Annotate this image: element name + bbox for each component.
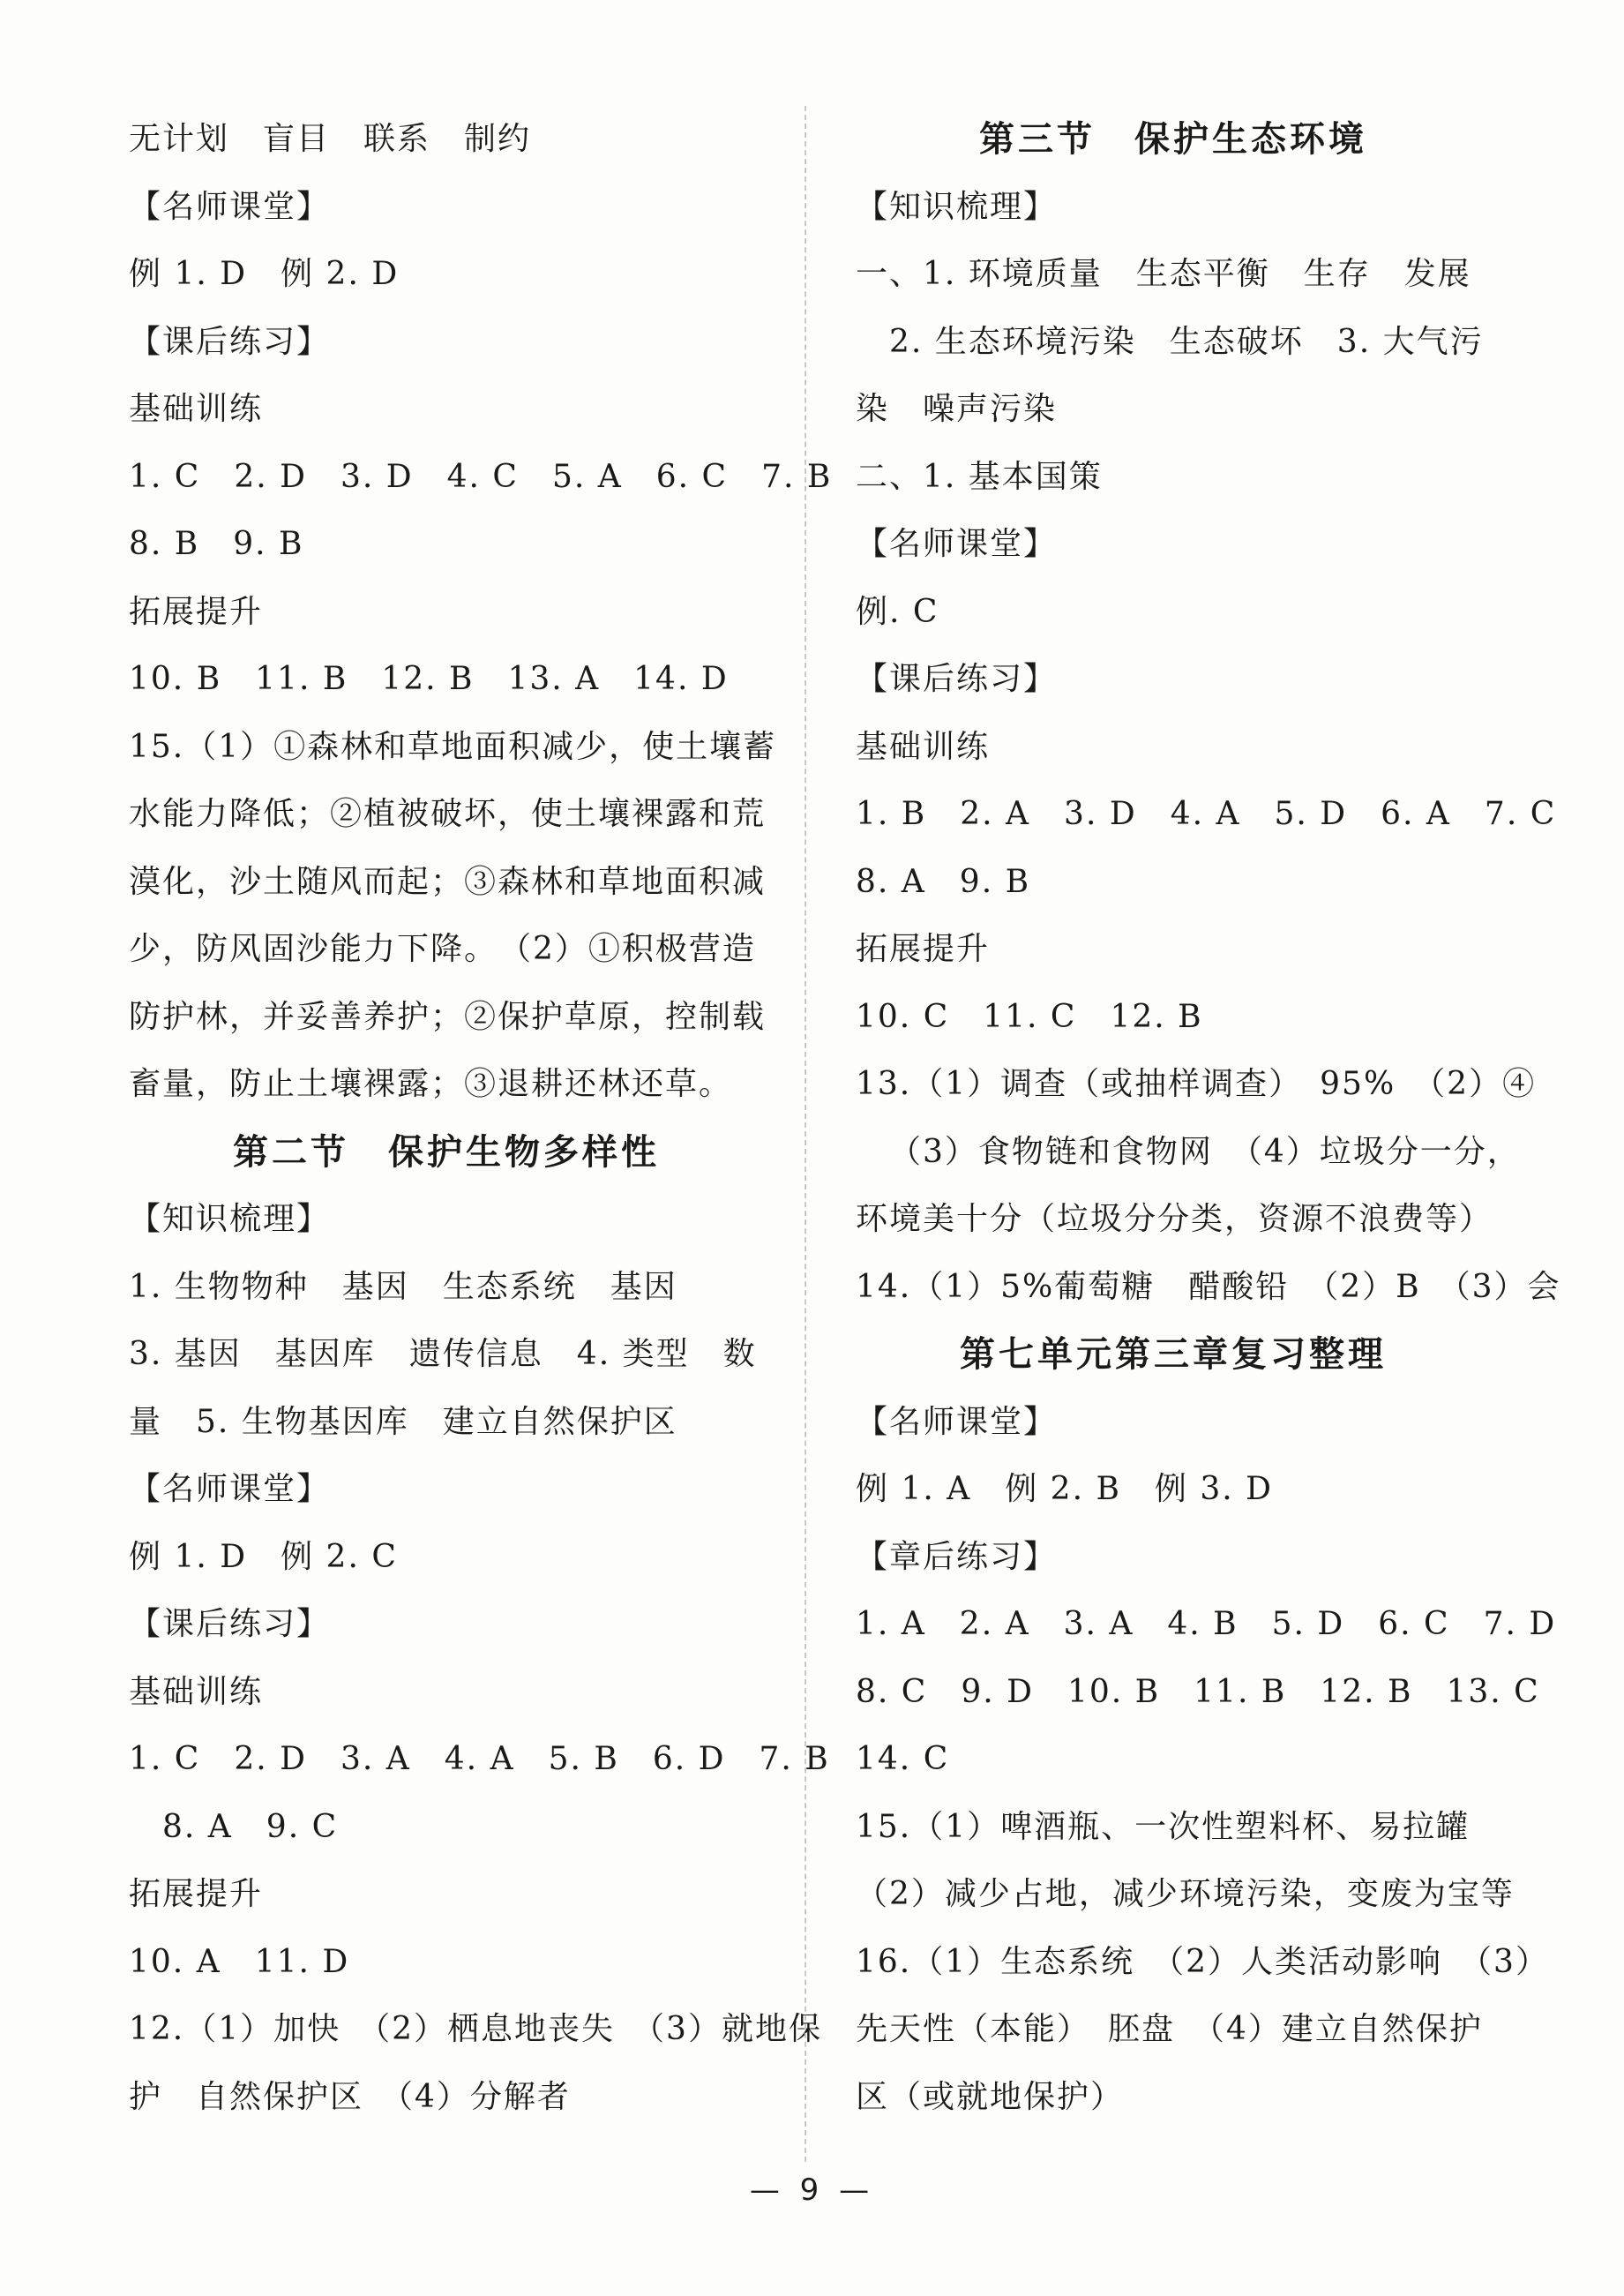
- answer-line: 8. A 9. C: [162, 1808, 339, 1845]
- section-label: 【名师课堂】: [856, 1403, 1058, 1440]
- answer-line: 染 噪声污染: [856, 391, 1058, 427]
- subsection-title: 拓展提升: [856, 931, 991, 967]
- subsection-title: 基础训练: [129, 391, 264, 427]
- section-label: 【名师课堂】: [129, 188, 331, 225]
- section-label: 【知识梳理】: [856, 188, 1058, 225]
- section-label: 【名师课堂】: [129, 1471, 331, 1507]
- answer-line: 8. B 9. B: [129, 526, 304, 562]
- answer-line: 1. 生物物种 基因 生态系统 基因: [129, 1268, 677, 1305]
- answer-line: （2）减少占地，减少环境污染，变废为宝等: [856, 1876, 1515, 1912]
- answer-line: 先天性（本能） 胚盘 （4）建立自然保护: [856, 2011, 1483, 2047]
- subsection-title: 基础训练: [129, 1673, 264, 1710]
- answer-line: 12.（1）加快 （2）栖息地丧失 （3）就地保: [129, 2011, 822, 2047]
- left-column: [129, 106, 833, 2131]
- answer-line: 16.（1）生态系统 （2）人类活动影响 （3）: [856, 1943, 1549, 1980]
- section-label: 【章后练习】: [856, 1538, 1058, 1575]
- answer-line: 例 1. D 例 2. D: [129, 256, 400, 292]
- answer-line: （3）食物链和食物网 （4）垃圾分一分，: [889, 1133, 1521, 1170]
- answer-line: 例 1. D 例 2. C: [129, 1538, 398, 1575]
- section-label: 【课后练习】: [856, 661, 1058, 697]
- answer-line: 区（或就地保护）: [856, 2078, 1125, 2115]
- answer-line: 二、1. 基本国策: [856, 458, 1103, 495]
- section-heading: 第二节 保护生物多样性: [233, 1131, 660, 1173]
- section-label: 【名师课堂】: [856, 526, 1058, 562]
- answer-line: 1. C 2. D 3. D 4. C 5. A 6. C 7. B: [129, 458, 833, 495]
- section-heading: 第三节 保护生态环境: [979, 119, 1367, 160]
- answer-line: 防护林，并妥善养护；②保护草原，控制载: [129, 998, 767, 1035]
- answer-line: 1. A 2. A 3. A 4. B 5. D 6. C 7. D: [856, 1606, 1557, 1642]
- answer-line: 8. A 9. B: [856, 863, 1031, 900]
- answer-line: 例. C: [856, 593, 939, 630]
- answer-line: 15.（1）啤酒瓶、一次性塑料杯、易拉罐: [856, 1808, 1471, 1845]
- page-number: — 9 —: [749, 2172, 875, 2208]
- answer-line: 2. 生态环境污染 生态破坏 3. 大气污: [889, 323, 1484, 360]
- answer-line: 14. C: [856, 1741, 950, 1777]
- answer-line: 14.（1）5%葡萄糖 醋酸铅 （2）B （3）会: [856, 1268, 1561, 1305]
- answer-line: 1. B 2. A 3. D 4. A 5. D 6. A 7. C: [856, 796, 1557, 832]
- answer-line: 畜量，防止土壤裸露；③退耕还林还草。: [129, 1066, 733, 1102]
- answer-line: 量 5. 生物基因库 建立自然保护区: [129, 1403, 677, 1440]
- answer-line: 漠化，沙土随风而起；③森林和草地面积减: [129, 863, 767, 900]
- subsection-title: 拓展提升: [129, 593, 264, 630]
- subsection-title: 基础训练: [856, 728, 991, 765]
- right-column: [856, 106, 1561, 2131]
- subsection-title: 拓展提升: [129, 1876, 264, 1912]
- answer-line: 水能力降低；②植被破坏，使土壤裸露和荒: [129, 796, 767, 832]
- answer-line: 13.（1）调查（或抽样调查） 95% （2）④: [856, 1066, 1537, 1102]
- answer-line: 3. 基因 基因库 遗传信息 4. 类型 数: [129, 1336, 757, 1372]
- answer-line: 1. C 2. D 3. A 4. A 5. B 6. D 7. B: [129, 1741, 830, 1777]
- answer-line: 无计划 盲目 联系 制约: [129, 121, 532, 157]
- answer-line: 8. C 9. D 10. B 11. B 12. B 13. C: [856, 1673, 1540, 1710]
- answer-line: 护 自然保护区 （4）分解者: [129, 2078, 571, 2115]
- answer-line: 一、1. 环境质量 生态平衡 生存 发展: [856, 256, 1471, 292]
- answer-line: 10. B 11. B 12. B 13. A 14. D: [129, 661, 729, 697]
- answer-line: 环境美十分（垃圾分分类，资源不浪费等）: [856, 1201, 1493, 1237]
- section-label: 【课后练习】: [129, 1606, 331, 1642]
- section-label: 【知识梳理】: [129, 1201, 331, 1237]
- section-label: 【课后练习】: [129, 323, 331, 360]
- section-heading: 第七单元第三章复习整理: [960, 1334, 1387, 1375]
- answer-line: 15.（1）①森林和草地面积减少，使土壤蓄: [129, 728, 777, 765]
- answer-line: 10. C 11. C 12. B: [856, 998, 1203, 1035]
- answer-line: 少，防风固沙能力下降。 （2）①积极营造: [129, 931, 756, 967]
- answer-line: 例 1. A 例 2. B 例 3. D: [856, 1471, 1274, 1507]
- column-divider: [805, 106, 806, 2162]
- answer-line: 10. A 11. D: [129, 1943, 350, 1980]
